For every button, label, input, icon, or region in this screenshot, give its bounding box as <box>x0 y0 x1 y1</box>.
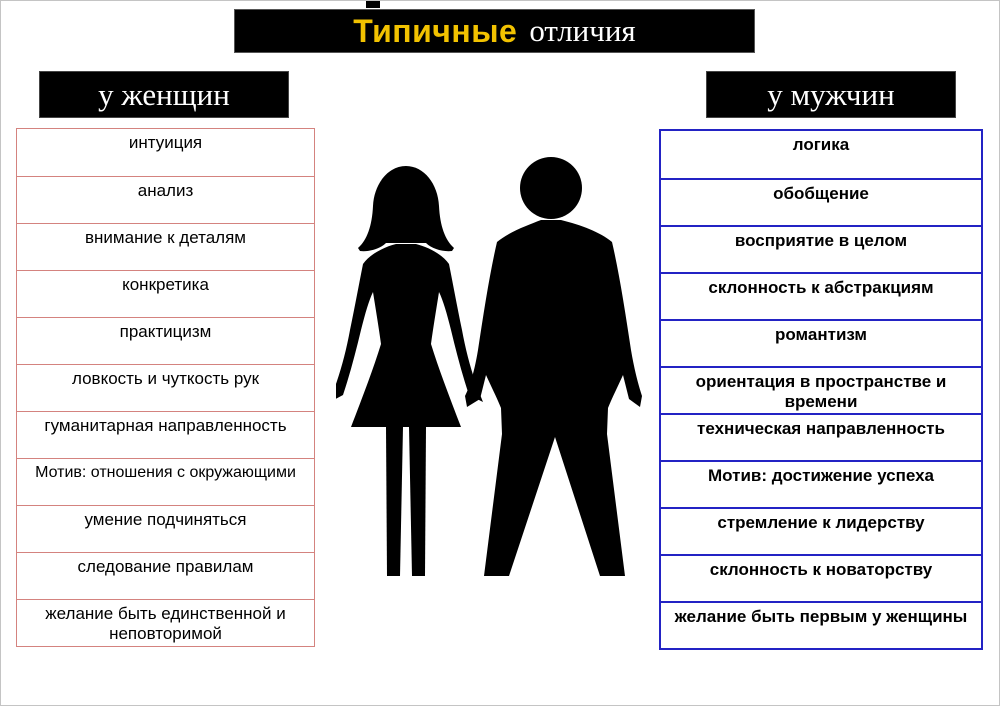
list-item: логика <box>792 135 850 154</box>
top-edge-mark <box>366 1 380 8</box>
list-item: обобщение <box>661 178 981 225</box>
list-item: внимание к деталям <box>17 223 314 270</box>
man-silhouette <box>520 157 582 219</box>
list-item: ловкость и чуткость рук <box>17 364 314 411</box>
list-item: романтизм <box>661 319 981 366</box>
list-item: желание быть первым у женщины <box>661 601 981 648</box>
list-item: стремление к лидерству <box>661 507 981 554</box>
list-item: восприятие в целом <box>661 225 981 272</box>
list-item: гуманитарная направленность <box>17 411 314 458</box>
list-item: умение подчиняться <box>17 505 314 552</box>
title-banner <box>234 9 755 53</box>
men-traits-list <box>659 129 983 650</box>
list-item: Мотив: достижение успеха <box>661 460 981 507</box>
women-header-banner <box>39 71 289 118</box>
list-item: Мотив: отношения с окружающими <box>17 458 314 505</box>
list-item: желание быть единственной и неповторимой <box>17 599 314 646</box>
list-item: практицизм <box>17 317 314 364</box>
list-item: интуиция <box>128 133 203 152</box>
title-highlight: Типичные <box>353 12 518 49</box>
couple-silhouette-svg <box>336 144 656 592</box>
title-rest: отличия <box>529 13 636 48</box>
list-item: склонность к абстракциям <box>661 272 981 319</box>
woman-silhouette <box>358 166 454 251</box>
list-item: следование правилам <box>17 552 314 599</box>
list-item: техническая направленность <box>661 413 981 460</box>
men-header-label: у мужчин <box>767 76 895 112</box>
list-item: склонность к новаторству <box>661 554 981 601</box>
women-header-label: у женщин <box>98 76 230 112</box>
men-header-banner <box>706 71 956 118</box>
list-item: конкретика <box>17 270 314 317</box>
couple-silhouette-illustration <box>336 144 656 592</box>
women-traits-list <box>16 128 315 647</box>
list-item: анализ <box>17 176 314 223</box>
list-item: ориентация в пространстве и времени <box>661 366 981 413</box>
